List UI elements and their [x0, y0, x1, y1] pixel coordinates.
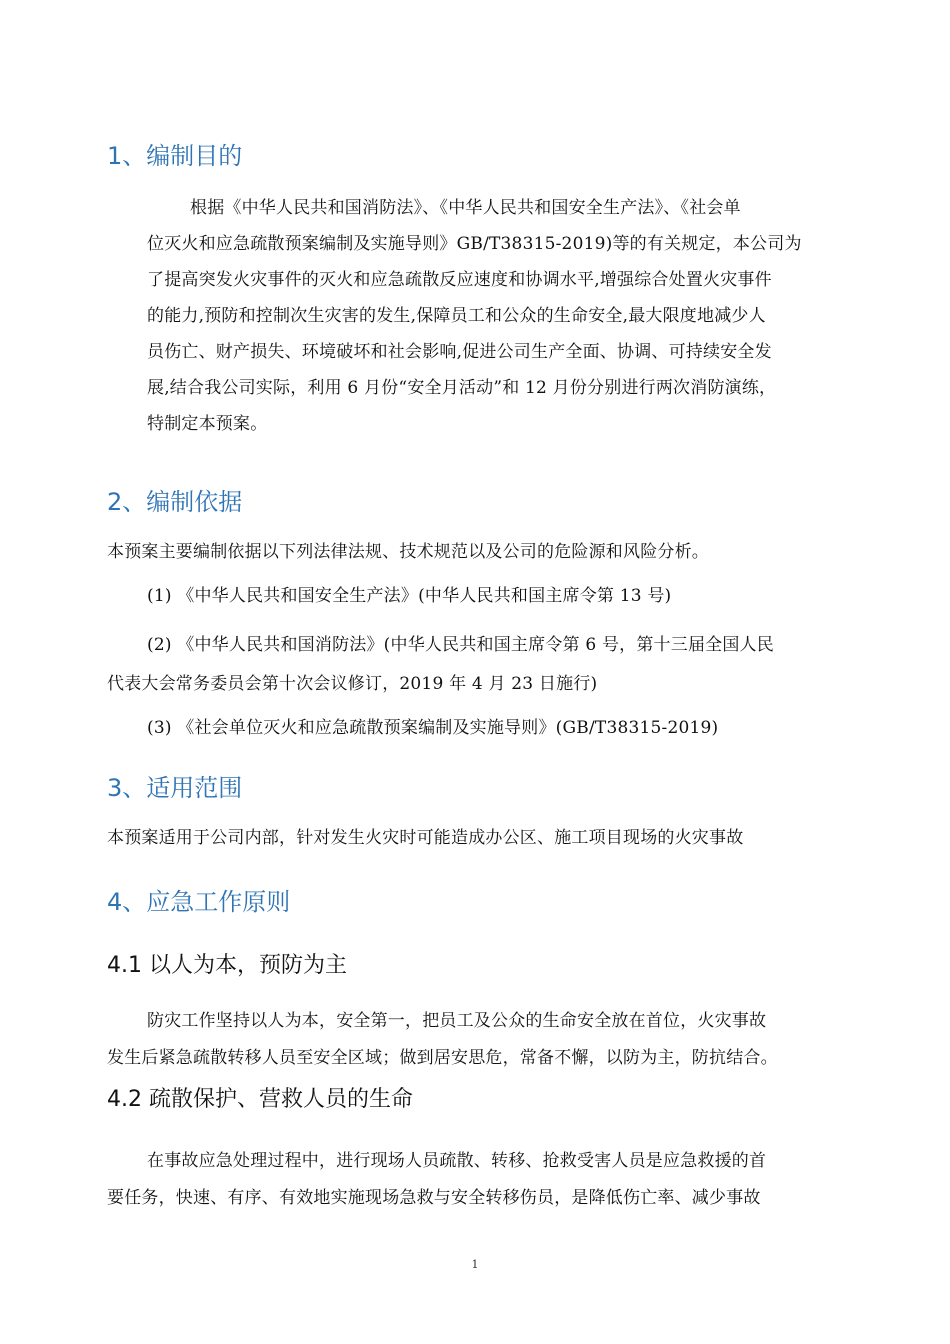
paragraph-line: 展,结合我公司实际，利用 6 月份“安全月活动”和 12 月份分别进行两次消防演练，	[147, 378, 777, 398]
paragraph-line: 发生后紧急疏散转移人员至安全区域；做到居安思危，常备不懈，以防为主，防抗结合。	[107, 1048, 778, 1068]
basis-item-3: (3) 《社会单位灭火和应急疏散预案编制及实施导则》(GB/T38315-2019)	[147, 718, 719, 738]
section-heading-principles: 4、应急工作原则	[107, 888, 291, 916]
paragraph-line: 根据《中华人民共和国消防法》、《中华人民共和国安全生产法》、《社会单	[190, 198, 741, 218]
paragraph-line: 的能力,预防和控制次生灾害的发生,保障员工和公众的生命安全,最大限度地减少人	[147, 306, 766, 326]
paragraph-line: 要任务，快速、有序、有效地实施现场急救与安全转移伤员，是降低伤亡率、减少事故	[107, 1188, 761, 1208]
subsection-heading-4-2: 4.2 疏散保护、营救人员的生命	[107, 1087, 413, 1112]
paragraph-line: 在事故应急处理过程中，进行现场人员疏散、转移、抢救受害人员是应急救援的首	[147, 1151, 767, 1171]
section-heading-purpose: 1、编制目的	[107, 142, 243, 170]
purpose-paragraph	[107, 190, 867, 442]
basis-item-2-cont: 代表大会常务委员会第十次会议修订，2019 年 4 月 23 日施行)	[107, 674, 598, 694]
basis-intro: 本预案主要编制依据以下列法律法规、技术规范以及公司的危险源和风险分析。	[107, 542, 709, 562]
section-heading-scope: 3、适用范围	[107, 774, 243, 802]
paragraph-line: 特制定本预案。	[147, 414, 268, 434]
paragraph-line: 了提高突发火灾事件的灭火和应急疏散反应速度和协调水平,增强综合处置火灾事件	[147, 270, 772, 290]
paragraph-line: 员伤亡、财产损失、环境破坏和社会影响,促进公司生产全面、协调、可持续安全发	[147, 342, 772, 362]
subsection-4-2-paragraph	[107, 1143, 867, 1217]
paragraph-line: 位灭火和应急疏散预案编制及实施导则》GB/T38315-2019)等的有关规定，本公司为	[147, 234, 802, 254]
scope-text: 本预案适用于公司内部，针对发生火灾时可能造成办公区、施工项目现场的火灾事故	[107, 828, 744, 848]
subsection-4-1-paragraph	[107, 1003, 867, 1077]
subsection-heading-4-1: 4.1 以人为本，预防为主	[107, 953, 347, 978]
page-number: 1	[471, 1258, 479, 1271]
section-heading-basis: 2、编制依据	[107, 488, 243, 516]
basis-item-2: (2) 《中华人民共和国消防法》(中华人民共和国主席令第 6 号，第十三届全国人民	[147, 635, 774, 655]
paragraph-line: 防灾工作坚持以人为本，安全第一，把员工及公众的生命安全放在首位，火灾事故	[147, 1011, 767, 1031]
basis-item-1: (1) 《中华人民共和国安全生产法》(中华人民共和国主席令第 13 号)	[147, 586, 672, 606]
